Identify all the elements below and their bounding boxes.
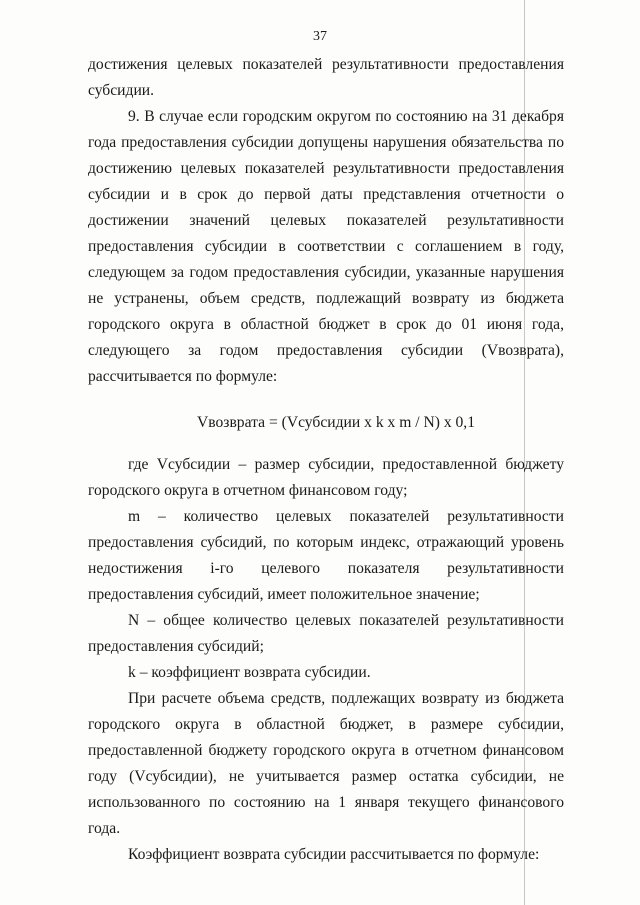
paragraph-definition-vsubsidy: где Vсубсидии – размер субсидии, предоставленной бюджету городского округа в отчетном финансовом году; bbox=[88, 456, 564, 499]
document-body bbox=[88, 52, 564, 868]
paragraph-definition-k: k – коэффициент возврата субсидии. bbox=[128, 664, 371, 681]
paragraph-coefficient-intro: Коэффициент возврата субсидии рассчитывается по формуле: bbox=[128, 846, 540, 863]
paragraph-continuation: достижения целевых показателей результативности предоставления субсидии. bbox=[88, 56, 564, 99]
paragraph-definition-n: N – общее количество целевых показателей результативности предоставления субсидий; bbox=[88, 612, 564, 655]
paragraph-calculation-note: При расчете объема средств, подлежащих возврату из бюджета городского округа в областной бюджет, в размере субсидии, предоставленной бюджету городского округа в отчетном финансовом году (Vсубсидии), не учитывается размер остатка субсидии, не использованного по состоянию на 1 января текущего финансового года. bbox=[88, 690, 564, 837]
formula-return-volume: Vвозврата = (Vсубсидии х k х m / N) х 0,1 bbox=[196, 414, 476, 431]
paragraph-definition-m: m – количество целевых показателей результативности предоставления субсидий, по которым индекс, отражающий уровень недостижения i-го целевого показателя результативности предоставления субсидий, имеет положительное значение; bbox=[88, 508, 564, 603]
paragraph-clause-9: 9. В случае если городским округом по состоянию на 31 декабря года предоставления субсидии допущены нарушения обязательства по достижению целевых показателей результативности предоставления субсидии и в срок до первой даты представления отчетности о достижении значений целевых показателей результативности предоставления субсидии в соответствии с соглашением в году, следующем за годом предоставления субсидии, указанные нарушения не устранены, объем средств, подлежащий возврату из бюджета городского округа в областной бюджет в срок до 01 июня года, следующего за годом предоставления субсидии (Vвозврата), рассчитывается по формуле: bbox=[88, 108, 564, 385]
page-number: 37 bbox=[313, 29, 327, 44]
